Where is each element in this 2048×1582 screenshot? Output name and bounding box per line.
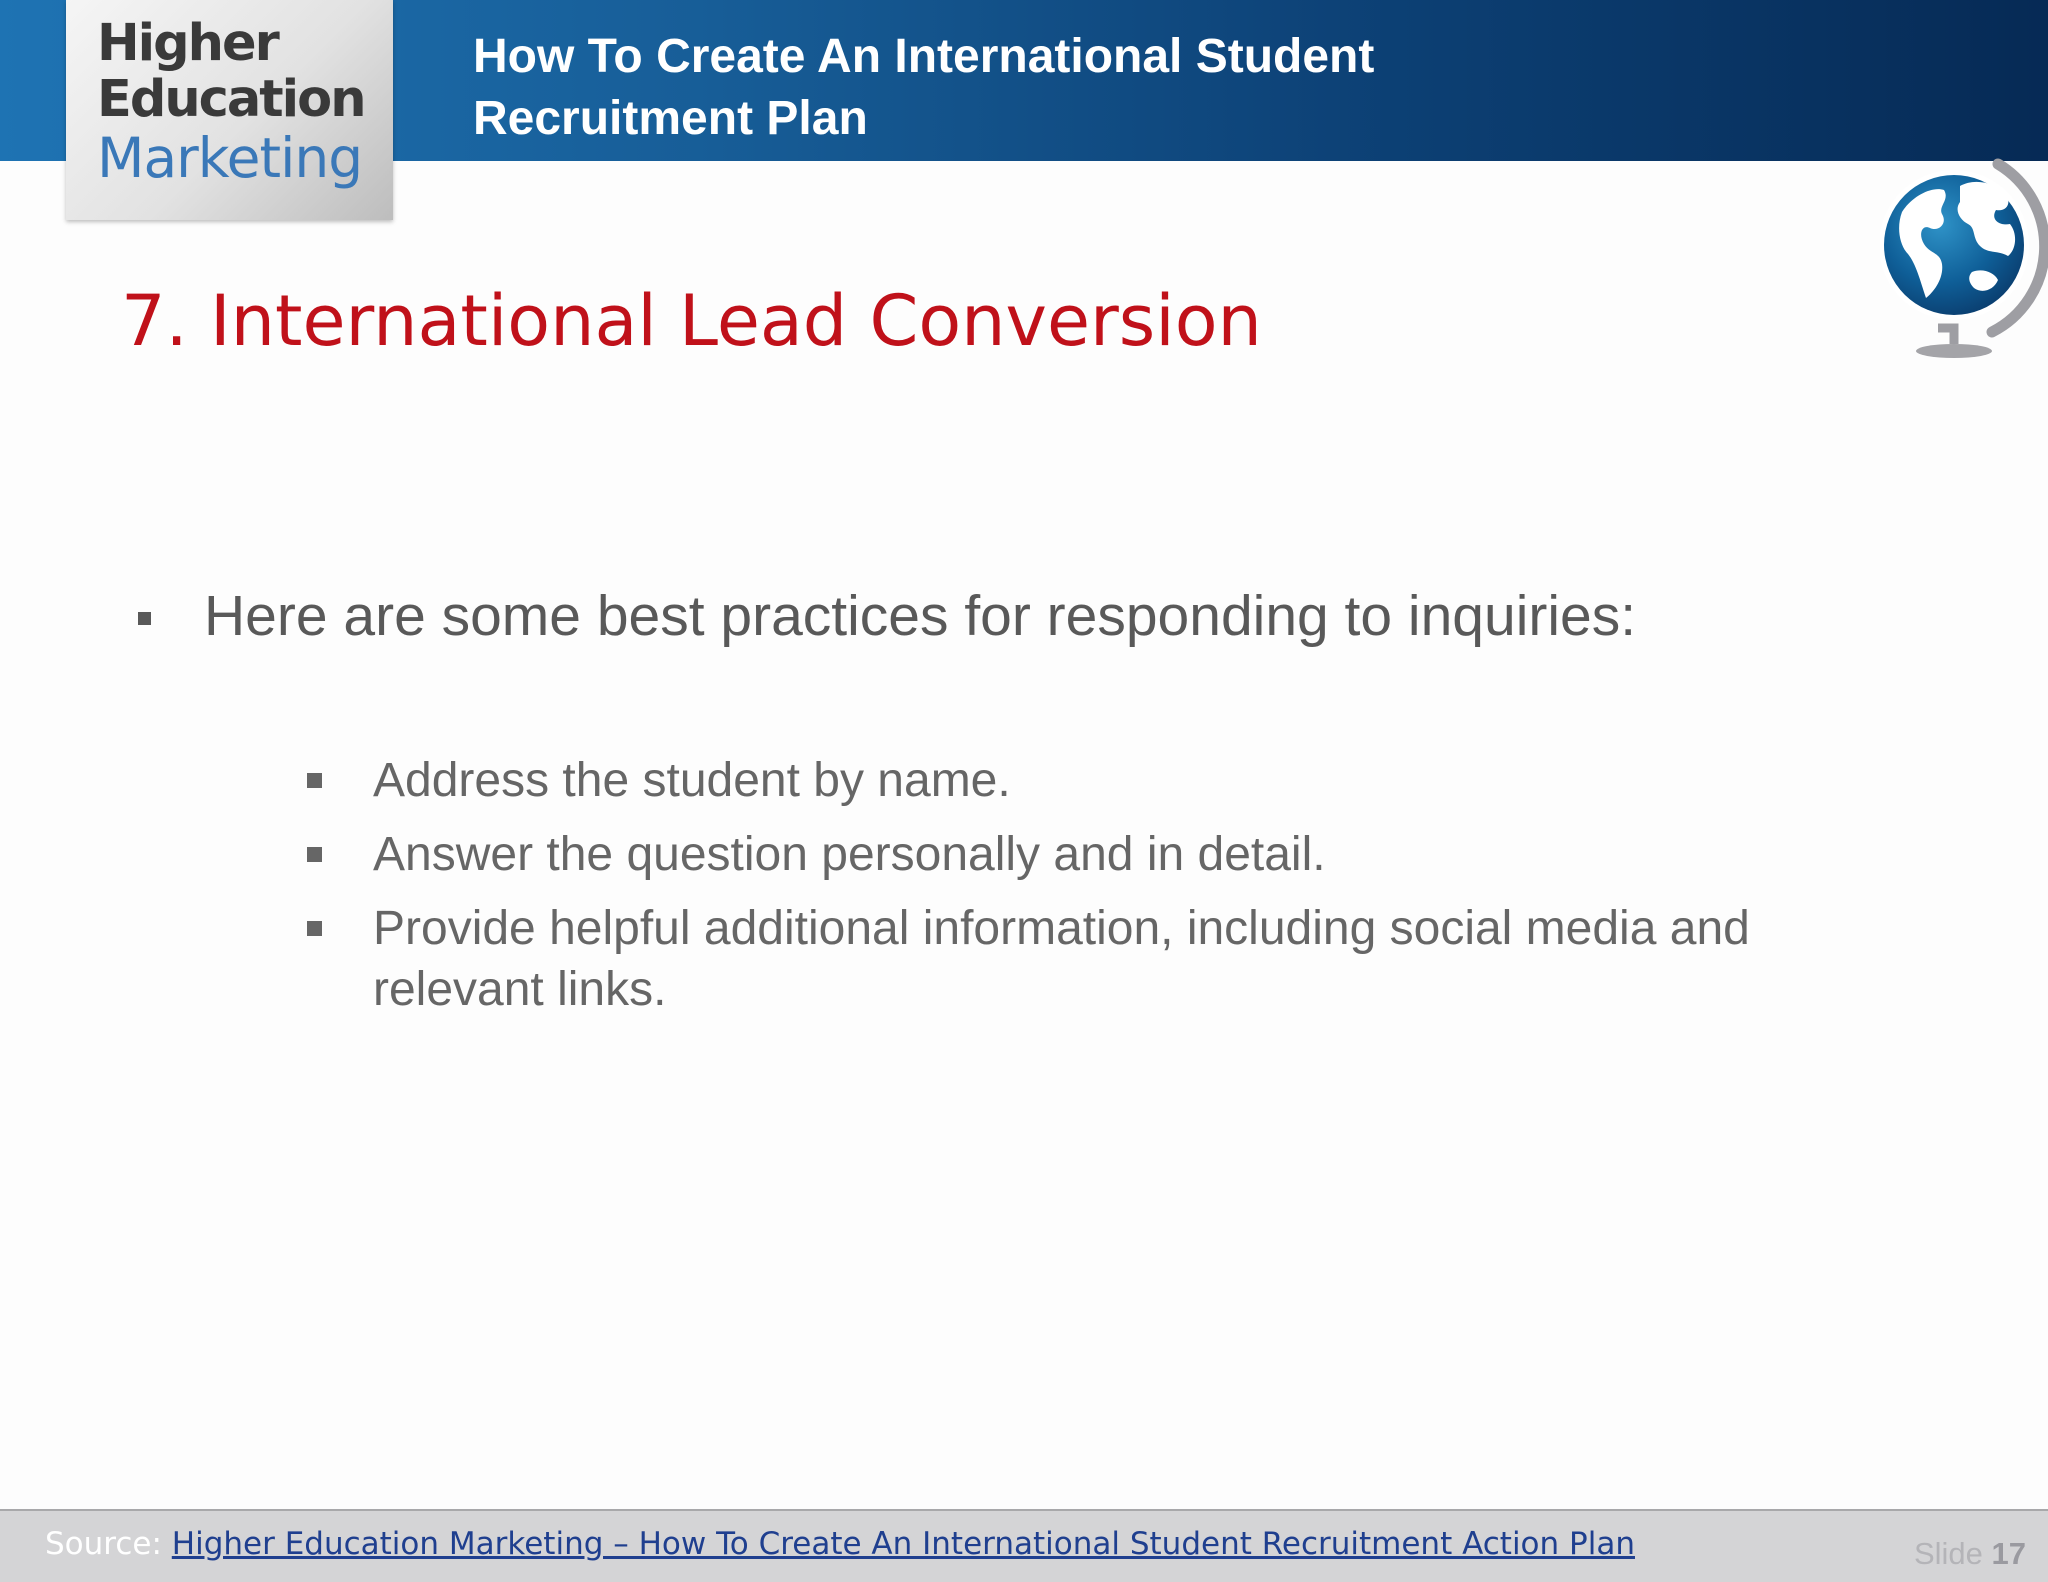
list-item-text: Address the student by name. bbox=[373, 754, 1011, 807]
list-item bbox=[373, 898, 1913, 1020]
logo-line-higher: Higher bbox=[97, 14, 278, 73]
source-line bbox=[45, 1524, 1635, 1564]
list-item bbox=[373, 824, 1913, 885]
source-link[interactable]: Higher Education Marketing – How To Create An International Student Recruitment Action Plan bbox=[171, 1526, 1635, 1562]
main-bullet bbox=[204, 582, 2004, 650]
list-item-text: Answer the question personally and in detail. bbox=[373, 828, 1326, 881]
slide-number-value: 17 bbox=[1991, 1536, 2026, 1571]
logo-line-marketing: Marketing bbox=[97, 126, 363, 190]
deck-title-line-2: Recruitment Plan bbox=[473, 92, 868, 145]
list-item bbox=[373, 750, 1913, 811]
deck-title bbox=[473, 26, 1573, 150]
square-bullet-icon bbox=[307, 921, 322, 936]
logo-line-education: Education bbox=[97, 70, 365, 129]
square-bullet-icon bbox=[307, 847, 322, 862]
deck-title-line-1: How To Create An International Student bbox=[473, 30, 1375, 83]
footer-bar bbox=[0, 1509, 2048, 1582]
square-bullet-icon bbox=[307, 773, 322, 788]
slide-heading: 7. International Lead Conversion bbox=[121, 280, 1262, 362]
square-bullet-icon bbox=[138, 612, 151, 625]
source-label: Source: bbox=[45, 1526, 162, 1562]
slide-label: Slide bbox=[1913, 1536, 1983, 1571]
globe-icon bbox=[1880, 154, 2048, 360]
main-bullet-text: Here are some best practices for responding to inquiries: bbox=[204, 584, 1637, 648]
list-item-text: Provide helpful additional information, including social media and relevant links. bbox=[373, 902, 1750, 1016]
brand-logo bbox=[66, 0, 393, 220]
sub-bullet-list bbox=[373, 750, 1913, 1033]
slide-number bbox=[1914, 1535, 2026, 1573]
